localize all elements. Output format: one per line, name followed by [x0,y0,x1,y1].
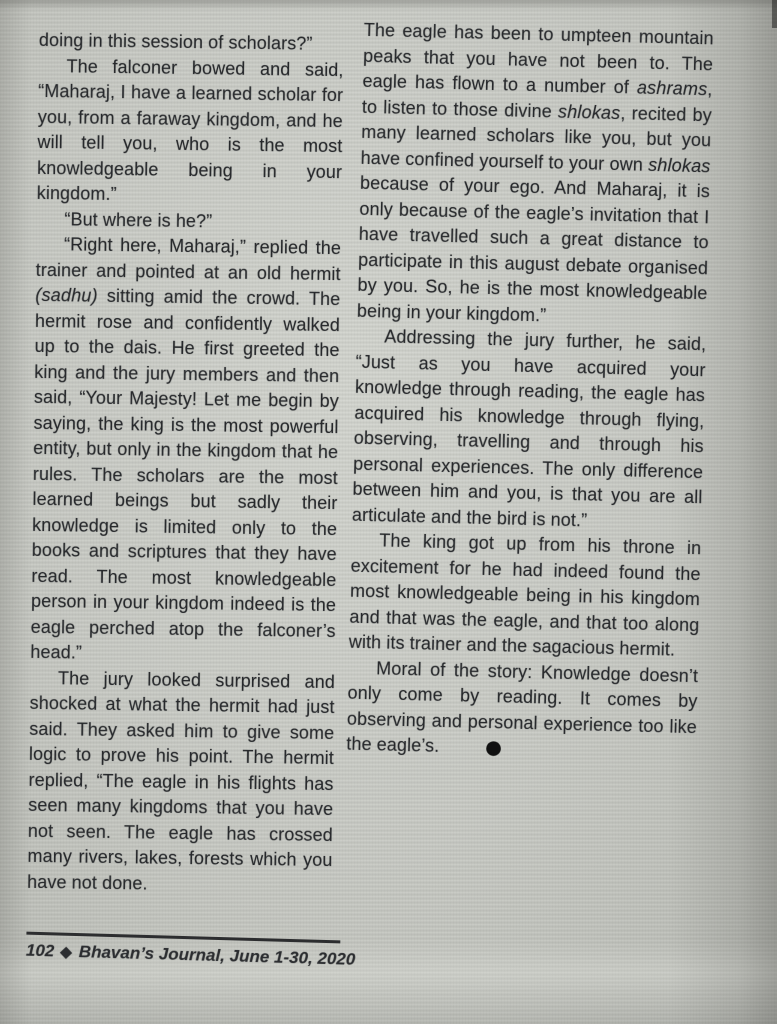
paragraph [357,18,714,332]
paragraph [349,528,702,664]
page-number: 102 [25,940,55,961]
text-run: sitting amid the crowd. The hermit rose and confidently walked up to the dais. He first greeted the king and the jury members and then said, “Your Majesty! Let me begin by saying, the king is the most powerful entity, but only in the kingdom that he rules. The scholars are the most learned beings but sadly their knowledge is limited only to the books and scriptures that they have read. The most knowledgeable person in your kingdom indeed is the eagle perched atop the falconer’s head.” [30,285,341,663]
journal-citation: Bhavan’s Journal, June 1-30, 2020 [78,942,356,969]
text-run: “Right here, Maharaj,” replied the trainer and pointed at an old hermit [35,234,342,284]
left-text-column [27,28,344,899]
paragraph [352,324,707,536]
paragraph [39,28,344,58]
italic-term: (sadhu) [35,284,98,306]
end-of-article-dot: ● [482,727,505,767]
italic-term: ashrams [636,77,708,100]
text-run: The eagle has been to umpteen mountain peaks that you have not been to. The eagle has flown to a number of [362,19,714,98]
right-text-column [346,18,714,766]
paragraph [346,655,698,766]
italic-term: shlokas [647,154,711,176]
text-run: The jury looked surprised and shocked at what the hermit had just said. They asked him to give some logic to prove his point. The hermit replied, “The eagle in his flights has seen many kingdoms that you have not seen. The eagle has crossed many rivers, lakes, forests which you have not done. [27,667,336,894]
italic-term: shlokas [557,101,621,123]
text-run: The falconer bowed and said, “Maharaj, I have a learned scholar for you, from a faraway kingdom, and he will tell you, who is the most knowledgeable being in your kingdom.” [36,55,344,205]
diamond-icon: ◆ [60,943,73,961]
paragraph [27,665,335,899]
text-run: doing in this session of scholars?” [38,29,313,54]
text-run: The king got up from his throne in excitement for he had indeed found the most knowledgeable being in his kingdom and that was the eagle, and that too along with its trainer and the sagacious hermit. [348,530,702,660]
text-run: , recited by many learned scholars like you, but you have confined yourself to your own [360,102,713,175]
text-run: Addressing the jury further, he said, “Just as you have acquired your knowledge through reading, the eagle has acquired his knowledge through flying, observing, travelling and through his personal experiences. The only difference between him and you, is that you are all articulate and the bird is not.” [351,326,707,530]
text-run: “But where is he?” [64,208,213,231]
text-run: because of your ego. And Maharaj, it is only because of the eagle’s invitation that I have travelled such a great distance to participate in this august debate organised by you. So, he is the most knowledgeable being in your kingdom.” [356,172,711,325]
paragraph [37,53,344,210]
paragraph [30,232,341,670]
text-run: Moral of the story: Knowledge doesn’t only come by reading. It comes by observing and personal experience too like the eagle’s. [346,657,699,756]
text-run: , to listen to those divine [361,79,713,122]
page-footer [25,932,356,970]
